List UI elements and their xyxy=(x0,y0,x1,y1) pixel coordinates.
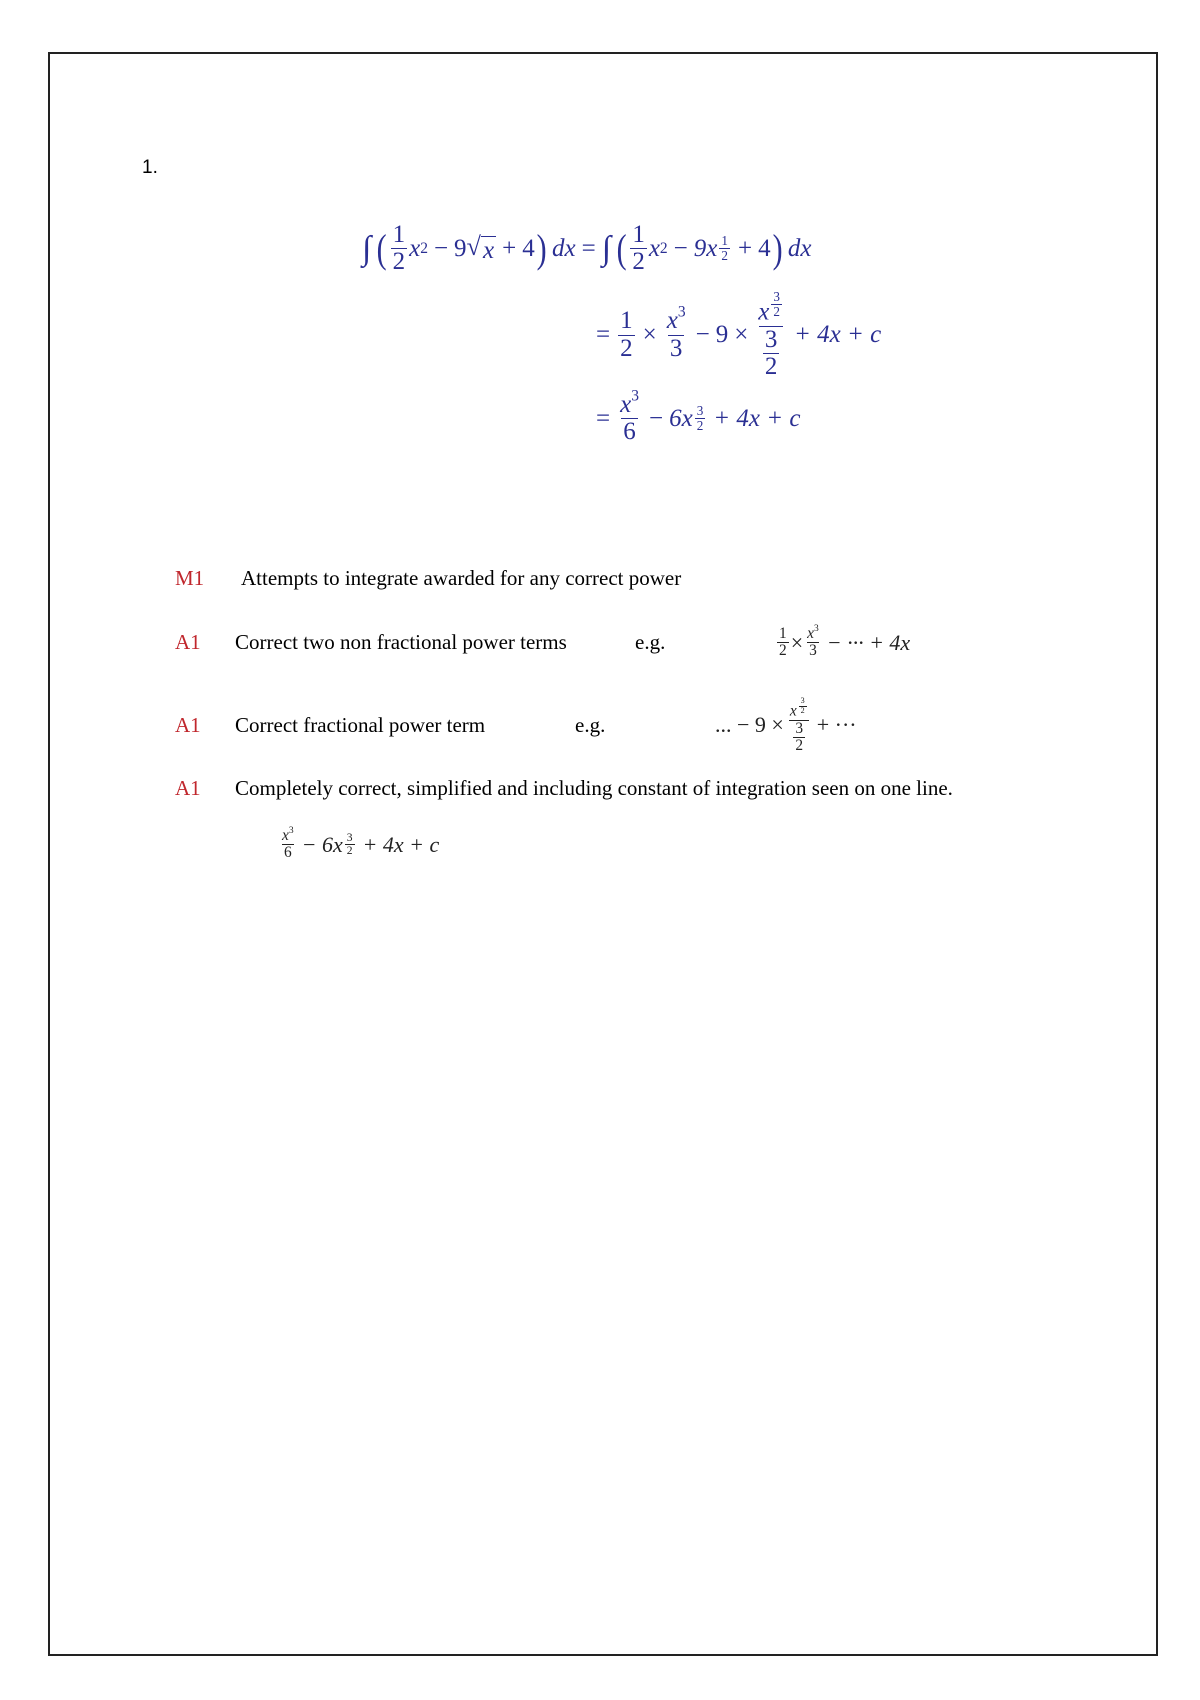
example-expression-2: ... − 9 × x $^{\frac{3}{2}}$ $\frac{3}{2}$ + ··· xyxy=(715,696,857,754)
final-answer-expression: $\frac{x^3}{6}$ − 6x $\frac{3}{2}$ + 4x + c xyxy=(282,824,440,862)
mark-code: A1 xyxy=(175,630,201,655)
mark-row-m1 xyxy=(175,566,681,591)
integral-sign: ∫ xyxy=(362,229,372,267)
mark-description: Completely correct, simplified and including constant of integration seen on one line. xyxy=(235,776,953,800)
mark-description: Correct two non fractional power terms xyxy=(235,630,567,655)
working-line-1: ∫ ( $\frac{1}{2}$ x 2 − 9 √ x + 4 ) dx = ∫ ( $\frac{1}{2}$ x 2 − 9x $\frac{1}{2}$ + 4 ) dx xyxy=(362,221,812,276)
mark-code: A1 xyxy=(175,776,201,800)
fraction-half: $\frac{1}{2}$ xyxy=(392,221,406,276)
mark-code: A1 xyxy=(175,712,201,737)
mark-code: M1 xyxy=(175,566,205,590)
right-paren: ) xyxy=(536,225,547,271)
mark-description: Correct fractional power term xyxy=(235,712,486,737)
mark-row-a1-2 xyxy=(175,697,857,754)
working-line-2: = $\frac{1}{2}$ × $\frac{x^3}{3}$ − 9 × x $^{\frac{3}{2}}$ $\frac{3}{2}$ + 4x + c xyxy=(596,289,882,381)
mark-row-a1-1 xyxy=(175,622,911,660)
mark-row-a1-3 xyxy=(175,776,953,801)
integral-sign-2: ∫ xyxy=(601,229,611,267)
working-line-3: = $\frac{x^3}{6}$ − 6x $\frac{3}{2}$ + 4x + c xyxy=(596,387,801,446)
eg-label: e.g. xyxy=(635,630,666,655)
mark-description: Attempts to integrate awarded for any correct power xyxy=(241,566,682,590)
sqrt-x: √ x xyxy=(466,232,495,265)
example-expression-1: $\frac{1}{2}$ × $\frac{x^3}{3}$ − ··· + 4x xyxy=(779,622,911,660)
left-paren: ( xyxy=(376,225,387,271)
question-number: 1. xyxy=(142,157,158,178)
eg-label: e.g. xyxy=(575,712,606,737)
